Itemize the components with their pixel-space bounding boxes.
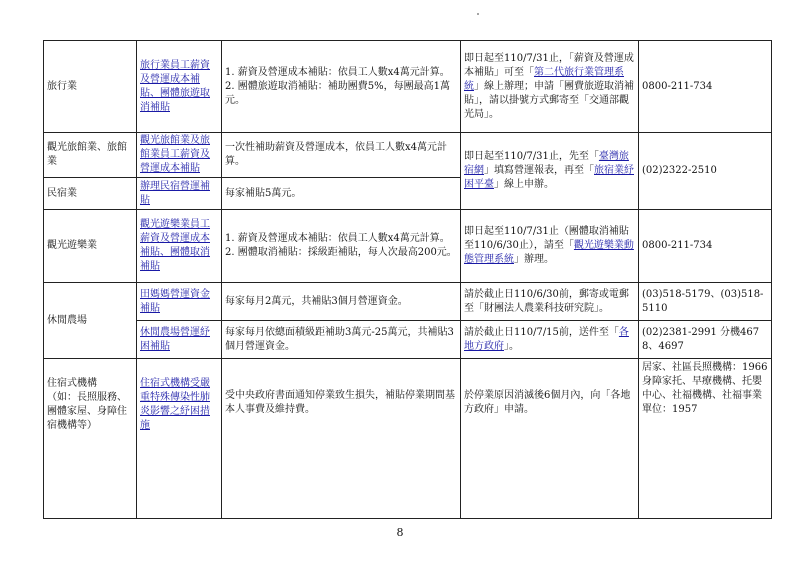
contact-cell: 0800-211-734 — [639, 210, 772, 283]
contact-cell: (03)518-5179、(03)518-5110 — [639, 283, 772, 321]
program-link[interactable]: 辦理民宿營運補貼 — [137, 178, 222, 210]
description-cell: 每家每月依總面積級距補助3萬元-25萬元，共補貼3個月營運資金。 — [222, 321, 461, 359]
schedule-cell: 請於截止日110/6/30前，郵寄或電郵至「財團法人農業科技研究院」。 — [461, 283, 639, 321]
local-gov-link[interactable]: 各地方政府 — [464, 326, 629, 352]
table-row — [44, 283, 772, 321]
site-link[interactable]: 臺灣旅宿網 — [464, 151, 629, 176]
description-cell: 每家每月2萬元，共補貼3個月營運資金。 — [222, 283, 461, 321]
program-link[interactable]: 住宿式機構受嚴重特殊傳染性肺炎影響之紓困措施 — [137, 359, 222, 519]
description-cell: 1. 薪資及營運成本補貼：依員工人數x4萬元計算。 2. 團體旅遊取消補貼：補助團費5%，每團最高1萬元。 — [222, 41, 461, 133]
page-number: 8 — [396, 526, 404, 539]
industry-cell: 觀光旅館業、旅館業 — [44, 133, 137, 178]
platform-link[interactable]: 旅宿業紓困平臺 — [464, 165, 634, 190]
program-link[interactable]: 觀光旅館業及旅館業員工薪資及營運成本補貼 — [137, 133, 222, 178]
table-row — [44, 41, 772, 133]
description-cell: 1. 薪資及營運成本補貼：依員工人數x4萬元計算。 2. 團體取消補貼：採級距補貼，每人次最高200元。 — [222, 210, 461, 283]
industry-cell: 民宿業 — [44, 178, 137, 210]
industry-cell: 旅行業 — [44, 41, 137, 133]
page-mark — [477, 13, 479, 15]
table-row — [44, 133, 772, 178]
table-row — [44, 321, 772, 359]
contact-cell: (02)2322-2510 — [639, 133, 772, 210]
system-link[interactable]: 第二代旅行業管理系統 — [464, 66, 624, 92]
program-link[interactable]: 休閒農場營運紓困補貼 — [137, 321, 222, 359]
table-row — [44, 359, 772, 519]
schedule-cell: 請於截止日110/7/15前，送件至「各地方政府」。 — [461, 321, 639, 359]
schedule-cell: 即日起至110/7/31止，先至「臺灣旅宿網」填寫營運報表，再至「旅宿業紓困平臺」線上申辦。 — [461, 133, 639, 210]
subsidy-table — [43, 40, 772, 519]
description-cell: 受中央政府書面通知停業致生損失，補貼停業期間基本人事費及維持費。 — [222, 359, 461, 519]
description-cell: 一次性補助薪資及營運成本，依員工人數x4萬元計算。 — [222, 133, 461, 178]
industry-cell: 觀光遊樂業 — [44, 210, 137, 283]
industry-cell: 休閒農場 — [44, 283, 137, 359]
system-link[interactable]: 觀光遊樂業動態管理系統 — [464, 240, 634, 265]
program-link[interactable]: 旅行業員工薪資及營運成本補貼、團體旅遊取消補貼 — [137, 41, 222, 133]
industry-cell: 住宿式機構 （如：長照服務、團體家屋、身障住宿機構等） — [44, 359, 137, 519]
program-link[interactable]: 觀光遊樂業員工薪資及營運成本補貼、團體取消補貼 — [137, 210, 222, 283]
contact-cell: 居家、社區長照機構：1966 身障家托、早療機構、托嬰中心、社福機構、社福事業單位：1957 — [639, 359, 772, 519]
contact-cell: (02)2381-2991 分機4678、4697 — [639, 321, 772, 359]
schedule-cell: 於停業原因消滅後6個月內，向「各地方政府」申請。 — [461, 359, 639, 519]
schedule-cell: 即日起至110/7/31止，「薪資及營運成本補貼」可至「第二代旅行業管理系統」線上辦理；申請「團費旅遊取消補貼」，請以掛號方式郵寄至「交通部觀光局」。 — [461, 41, 639, 133]
description-cell: 每家補貼5萬元。 — [222, 178, 461, 210]
contact-cell: 0800-211-734 — [639, 41, 772, 133]
schedule-cell: 即日起至110/7/31止（團體取消補貼至110/6/30止），請至「觀光遊樂業動態管理系統」辦理。 — [461, 210, 639, 283]
program-link[interactable]: 田媽媽營運資金補貼 — [137, 283, 222, 321]
table-row — [44, 210, 772, 283]
